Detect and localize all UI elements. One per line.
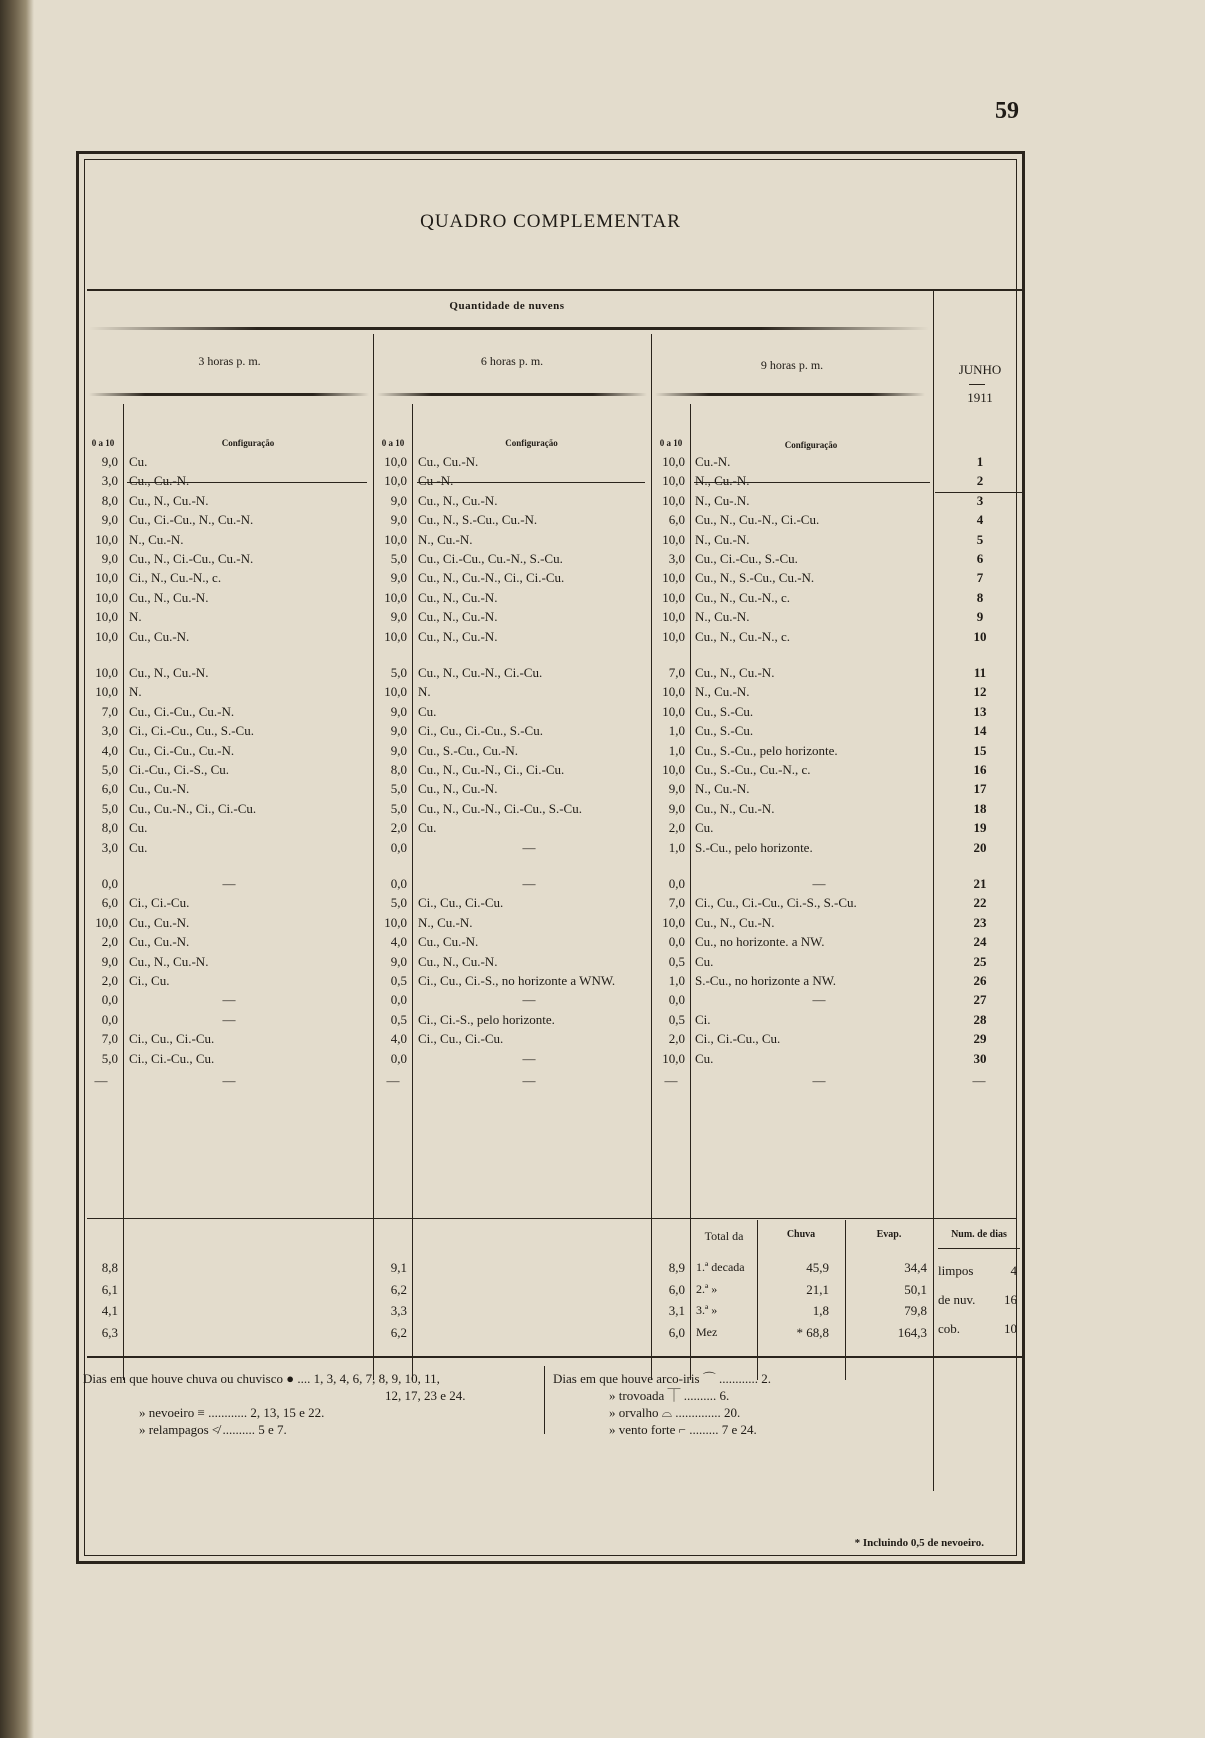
cloud-amount-6pm: 8,0: [390, 762, 407, 777]
cloud-amount-6pm: 10,0: [384, 454, 407, 469]
day-number: 26: [973, 973, 987, 988]
cloud-amount-3pm: 3,0: [101, 839, 118, 855]
cloud-config-6pm: Cu.: [418, 820, 437, 836]
empty-row-dash: —: [94, 1073, 108, 1088]
cloud-amount-9pm: 10,0: [662, 473, 685, 489]
cloud-config-3pm: N., Cu.-N.: [129, 531, 184, 547]
cloud-config-6pm: Ci., Cu., Ci.-Cu.: [418, 895, 504, 911]
mean-9pm: 6,0: [668, 1324, 685, 1340]
month-rule: [969, 384, 985, 385]
cloud-config-9pm: N., Cu.-N.: [695, 781, 750, 797]
cloud-config-9pm: Cu., N., Cu.-N., c.: [695, 628, 790, 644]
cloud-amount-3pm: 7,0: [101, 703, 118, 719]
cloud-amount-3pm: 3,0: [101, 473, 118, 489]
empty-row-dash: —: [972, 1073, 986, 1088]
day-number: 3: [976, 492, 984, 508]
cloud-config-3pm: Cu., Cu.-N.: [129, 473, 190, 489]
empty-row-dash: —: [522, 1073, 536, 1088]
day-number: 20: [973, 839, 987, 855]
cloud-amount-6pm: 9,0: [390, 742, 407, 758]
cloud-config-3pm: Ci.-Cu., Ci.-S., Cu.: [129, 762, 230, 777]
cloud-amount-6pm: 5,0: [390, 781, 407, 797]
day-number: 19: [973, 820, 987, 836]
cloud-amount-3pm: 8,0: [101, 820, 118, 836]
day-number: 29: [973, 1031, 987, 1047]
mean-6pm: 6,2: [390, 1281, 407, 1297]
cloud-config-3pm: Ci., Ci.-Cu.: [129, 895, 190, 911]
evap-value: 50,1: [904, 1281, 927, 1297]
cloud-config-3pm: Cu., N., Cu.-N.: [129, 492, 209, 508]
cloud-config-9pm: Cu., S.-Cu., Cu.-N., c.: [695, 762, 811, 777]
cloud-amount-9pm: 6,0: [668, 512, 685, 528]
cloud-config-9pm: Cu., S.-Cu., pelo horizonte.: [695, 742, 838, 758]
cloud-config-9pm: Cu., N., Cu.-N., Ci.-Cu.: [695, 512, 820, 528]
col-divider-3pm: [123, 404, 124, 1380]
cloud-amount-9pm: 1,0: [668, 723, 685, 739]
time-rule-3pm: [89, 393, 369, 396]
day-number: 13: [973, 703, 987, 719]
time-header-6pm: 6 horas p. m.: [480, 354, 544, 368]
cloud-config-3pm: —: [222, 992, 236, 1008]
cloud-config-6pm: Cu., N., Cu.-N.: [418, 609, 498, 625]
cloud-amount-3pm: 2,0: [101, 973, 118, 988]
cloud-config-3pm: Cu., Ci.-Cu., Cu.-N.: [129, 703, 235, 719]
mean-6pm: 9,1: [390, 1260, 407, 1275]
cloud-config-6pm: Ci., Cu., Ci.-S., no horizonte a WNW.: [418, 973, 616, 988]
cloud-amount-9pm: 10,0: [662, 492, 685, 508]
chuva-value: * 68,8: [796, 1324, 829, 1340]
cloud-amount-6pm: 0,5: [390, 973, 407, 988]
time-header-3pm: 3 horas p. m.: [198, 354, 261, 368]
cloud-config-6pm: Cu., N., Cu.-N.: [418, 492, 498, 508]
cloud-amount-9pm: 0,0: [668, 876, 685, 891]
cloud-amount-9pm: 7,0: [668, 895, 685, 911]
cloud-config-9pm: Cu., Ci.-Cu., S.-Cu.: [695, 551, 798, 566]
cloud-config-3pm: Cu., Ci.-Cu., Cu.-N.: [129, 742, 235, 758]
cloud-config-3pm: Cu., Ci.-Cu., N., Cu.-N.: [129, 512, 254, 528]
page-number: 59: [995, 98, 1019, 124]
day-number: 18: [973, 800, 987, 816]
cloud-amount-3pm: 6,0: [101, 781, 118, 797]
cloud-config-9pm: Cu., S.-Cu.: [695, 703, 754, 719]
cloud-config-6pm: Cu., S.-Cu., Cu.-N.: [418, 742, 519, 758]
cloud-config-6pm: Ci., Ci.-S., pelo horizonte.: [418, 1011, 555, 1027]
evap-header: Evap.: [876, 1229, 902, 1240]
day-number: 1: [976, 454, 984, 469]
cloud-amount-9pm: 10,0: [662, 762, 685, 777]
cloud-config-9pm: —: [812, 876, 826, 891]
cloud-config-6pm: Cu., N., Cu.-N.: [418, 953, 498, 969]
cloud-config-3pm: Ci., Cu.: [129, 973, 170, 988]
cloud-amount-9pm: 10,0: [662, 703, 685, 719]
cloud-config-9pm: —: [812, 992, 826, 1008]
day-number: 15: [973, 742, 987, 758]
cloud-amount-6pm: 0,0: [390, 839, 407, 855]
cloud-amount-6pm: 9,0: [390, 570, 407, 586]
mean-6pm: 3,3: [390, 1303, 407, 1318]
page-title: QUADRO COMPLEMENTAR: [420, 211, 681, 232]
day-number: 5: [976, 531, 984, 547]
cloud-amount-9pm: 1,0: [668, 973, 685, 988]
totals-rule-top: [87, 1218, 1017, 1219]
cloud-config-3pm: Cu., Cu.-N.: [129, 934, 190, 950]
period-label: 1.ª decada: [696, 1260, 745, 1274]
cloud-config-6pm: Cu., Cu.-N.: [418, 454, 479, 469]
cloud-config-6pm: Cu., N., Cu.-N., Ci.-Cu.: [418, 665, 543, 680]
time-header-9pm: 9 horas p. m.: [760, 358, 824, 372]
empty-row-dash: —: [386, 1073, 400, 1088]
cloud-amount-3pm: 5,0: [101, 800, 118, 816]
mean-3pm: 8,8: [101, 1260, 118, 1275]
config-header-3pm: Configuração: [221, 438, 275, 448]
cloud-config-9pm: N., Cu.-N.: [695, 531, 750, 547]
num-dias-label: cob.: [938, 1321, 961, 1336]
cloud-amount-6pm: 9,0: [390, 953, 407, 969]
day-number: 17: [973, 781, 987, 797]
day-number: 7: [976, 570, 984, 586]
cloud-amount-9pm: 2,0: [668, 820, 685, 836]
cloud-amount-9pm: 1,0: [668, 742, 685, 758]
cloud-amount-6pm: 9,0: [390, 723, 407, 739]
cloud-amount-9pm: 10,0: [662, 914, 685, 930]
cloud-config-6pm: Cu.: [418, 703, 437, 719]
cloud-config-9pm: Cu.: [695, 953, 714, 969]
cloud-amount-9pm: 10,0: [662, 531, 685, 547]
cloud-config-6pm: —: [522, 876, 536, 891]
cloud-config-6pm: Cu., Ci.-Cu., Cu.-N., S.-Cu.: [418, 551, 563, 566]
col-divider-6pm: [412, 404, 413, 1380]
cloud-config-9pm: N., Cu-.N.: [695, 492, 750, 508]
empty-row-dash: —: [812, 1073, 826, 1088]
cloud-amount-9pm: 10,0: [662, 454, 685, 469]
cloud-config-6pm: Cu., Cu.-N.: [418, 934, 479, 950]
cloud-config-6pm: Cu., N., S.-Cu., Cu.-N.: [418, 512, 538, 528]
cloud-amount-3pm: 9,0: [101, 551, 118, 566]
cloud-amount-3pm: 9,0: [101, 454, 118, 469]
year-label: 1911: [967, 390, 993, 405]
cloud-config-3pm: Cu.: [129, 839, 148, 855]
legend-nevoeiro: » nevoeiro ≡ ............ 2, 13, 15 e 22.: [139, 1405, 325, 1420]
cloud-amount-6pm: 10,0: [384, 628, 407, 644]
cloud-amount-9pm: 10,0: [662, 609, 685, 625]
cloud-config-6pm: —: [522, 992, 536, 1008]
cloud-amount-6pm: 0,0: [390, 876, 407, 891]
cloud-config-9pm: S.-Cu., no horizonte a NW.: [695, 973, 837, 988]
cloud-amount-6pm: 5,0: [390, 895, 407, 911]
cloud-amount-3pm: 10,0: [95, 570, 118, 586]
mean-9pm: 6,0: [668, 1281, 685, 1297]
cloud-amount-9pm: 3,0: [668, 551, 685, 566]
group-header: Quantidade de nuvens: [449, 300, 565, 312]
legend-chuva: Dias em que houve chuva ou chuvisco ● .... 1, 3, 4, 6, 7, 8, 9, 10, 11,: [83, 1371, 440, 1386]
cloud-amount-9pm: 7,0: [668, 665, 685, 680]
cloud-amount-6pm: 9,0: [390, 512, 407, 528]
day-number: 12: [973, 684, 987, 700]
period-label: 2.ª »: [696, 1281, 718, 1296]
month-column-divider: [933, 291, 934, 1491]
num-dias-label: de nuv.: [938, 1292, 976, 1307]
cloud-amount-6pm: 4,0: [390, 934, 407, 950]
mean-3pm: 6,3: [101, 1324, 118, 1340]
cloud-config-6pm: Cu., N., Cu.-N., Ci., Ci.-Cu.: [418, 762, 565, 777]
cloud-amount-9pm: 10,0: [662, 684, 685, 700]
cloud-amount-3pm: 10,0: [95, 684, 118, 700]
cloud-config-9pm: S.-Cu., pelo horizonte.: [695, 839, 813, 855]
cloud-config-9pm: N., Cu.-N.: [695, 684, 750, 700]
cloud-config-3pm: Cu.: [129, 820, 148, 836]
cloud-amount-6pm: 5,0: [390, 665, 407, 680]
cloud-amount-9pm: 10,0: [662, 1050, 685, 1066]
cloud-amount-9pm: 0,5: [668, 953, 685, 969]
cloud-config-6pm: Cu., N., Cu.-N.: [418, 781, 498, 797]
cloud-amount-6pm: 0,5: [390, 1011, 407, 1027]
num-dias-value: 4: [1010, 1263, 1017, 1278]
cloud-amount-6pm: 10,0: [384, 589, 407, 605]
day-number: 9: [976, 609, 984, 625]
cloud-config-6pm: Cu., N., Cu.-N., Ci., Ci.-Cu.: [418, 570, 565, 586]
num-dias-value: 10: [1004, 1321, 1017, 1336]
cloud-config-6pm: Ci., Cu., Ci.-Cu., S.-Cu.: [418, 723, 543, 739]
num-dias-rule: [938, 1248, 1020, 1249]
cloud-config-3pm: Cu.: [129, 454, 148, 469]
cloud-config-3pm: Cu., N., Cu.-N.: [129, 665, 209, 680]
mean-3pm: 4,1: [101, 1303, 118, 1318]
cloud-amount-6pm: 9,0: [390, 703, 407, 719]
cloud-config-3pm: Ci., Cu., Ci.-Cu.: [129, 1031, 215, 1047]
day-number: 11: [973, 665, 987, 680]
cloud-amount-6pm: 0,0: [390, 1050, 407, 1066]
footnote: * Incluindo 0,5 de nevoeiro.: [854, 1537, 984, 1549]
cloud-amount-3pm: 8,0: [101, 492, 118, 508]
cloud-config-3pm: Cu., N., Cu.-N.: [129, 589, 209, 605]
cloud-config-6pm: Cu -N.: [418, 473, 454, 489]
cloud-amount-6pm: 2,0: [390, 820, 407, 836]
table-frame: [76, 151, 1025, 1564]
day-number: 10: [973, 628, 987, 644]
period-label: Mez: [696, 1324, 718, 1339]
cloud-config-9pm: N., Cu.-N.: [695, 609, 750, 625]
cloud-config-6pm: Ci., Cu., Ci.-Cu.: [418, 1031, 504, 1047]
cloud-config-6pm: Cu., N., Cu.-N.: [418, 628, 498, 644]
cloud-config-9pm: N., Cu.-N.: [695, 473, 750, 489]
title-rule: [87, 289, 1022, 291]
cloud-amount-6pm: 5,0: [390, 551, 407, 566]
time-rule-9pm: [655, 393, 925, 396]
cloud-config-9pm: Cu., N., Cu.-N.: [695, 665, 775, 680]
chuva-header: Chuva: [786, 1229, 816, 1240]
cloud-config-3pm: Cu., N., Cu.-N.: [129, 953, 209, 969]
day-number: 28: [973, 1011, 987, 1027]
evap-value: 79,8: [904, 1303, 927, 1318]
day-number: 30: [973, 1050, 987, 1066]
evap-value: 164,3: [897, 1324, 927, 1340]
chuva-value: 1,8: [812, 1303, 829, 1318]
totals-rule-bottom: [87, 1356, 1022, 1358]
legend-right-item: » vento forte ⌐ ......... 7 e 24.: [609, 1422, 757, 1437]
num-dias-value: 16: [1004, 1292, 1017, 1307]
cloud-config-3pm: Ci., Ci.-Cu., Cu., S.-Cu.: [129, 723, 254, 739]
cloud-config-3pm: —: [222, 876, 236, 891]
evap-value: 34,4: [904, 1260, 927, 1275]
day-number: 25: [973, 953, 987, 969]
mean-9pm: 3,1: [668, 1303, 685, 1318]
cloud-config-6pm: N.: [418, 684, 431, 700]
legend-right-item: » trovoada ⏉ .......... 6.: [609, 1388, 730, 1403]
cloud-config-9pm: Cu., N., Cu.-N.: [695, 800, 775, 816]
cloud-amount-9pm: 0,0: [668, 934, 685, 950]
cloud-amount-3pm: 3,0: [101, 723, 118, 739]
scale-header-6pm: 0 a 10: [381, 438, 405, 448]
cloud-amount-3pm: 5,0: [101, 762, 118, 777]
cloud-config-3pm: Cu., Cu.-N.: [129, 628, 190, 644]
cloud-amount-6pm: 10,0: [384, 684, 407, 700]
day-number: 6: [976, 551, 984, 566]
cloud-amount-3pm: 4,0: [101, 742, 118, 758]
empty-row-dash: —: [222, 1073, 236, 1088]
cloud-amount-3pm: 9,0: [101, 953, 118, 969]
mean-9pm: 8,9: [668, 1260, 685, 1275]
cloud-amount-3pm: 10,0: [95, 665, 118, 680]
month-label: JUNHO: [958, 362, 1002, 377]
cloud-config-6pm: N., Cu.-N.: [418, 531, 473, 547]
cloud-config-9pm: Cu., N., S.-Cu., Cu.-N.: [695, 570, 815, 586]
cloud-config-3pm: Cu., N., Ci.-Cu., Cu.-N.: [129, 551, 254, 566]
cloud-amount-9pm: 9,0: [668, 800, 685, 816]
chuva-value: 45,9: [806, 1260, 829, 1275]
cloud-config-9pm: Cu.-N.: [695, 454, 731, 469]
cloud-amount-3pm: 2,0: [101, 934, 118, 950]
cloud-config-6pm: N., Cu.-N.: [418, 914, 473, 930]
legend-relampagos: » relampagos ≮ .......... 5 e 7.: [139, 1422, 287, 1437]
cloud-amount-3pm: 10,0: [95, 609, 118, 625]
day-number: 27: [973, 992, 987, 1008]
legend-divider: [544, 1366, 545, 1434]
cloud-config-3pm: —: [222, 1011, 236, 1027]
cloud-amount-9pm: 9,0: [668, 781, 685, 797]
cloud-amount-3pm: 7,0: [101, 1031, 118, 1047]
cloud-amount-9pm: 10,0: [662, 628, 685, 644]
cloud-config-3pm: N.: [129, 684, 142, 700]
day-number: 24: [973, 934, 987, 950]
time-rule-6pm: [377, 393, 647, 396]
day-number: 8: [976, 589, 984, 605]
cloud-config-3pm: Ci., N., Cu.-N., c.: [129, 570, 222, 586]
cloud-config-9pm: Cu.: [695, 1050, 714, 1066]
cloud-amount-9pm: 0,0: [668, 992, 685, 1008]
cloud-amount-9pm: 1,0: [668, 839, 685, 855]
cloud-amount-3pm: 10,0: [95, 589, 118, 605]
cloud-config-3pm: Cu., Cu.-N.: [129, 781, 190, 797]
mean-3pm: 6,1: [101, 1281, 118, 1297]
legend-chuva-cont: 12, 17, 23 e 24.: [385, 1388, 466, 1403]
book-spine: [0, 0, 34, 1738]
chuva-value: 21,1: [806, 1281, 829, 1297]
mean-6pm: 6,2: [390, 1324, 407, 1340]
cloud-amount-6pm: 9,0: [390, 609, 407, 625]
cloud-amount-3pm: 0,0: [101, 876, 118, 891]
num-dias-label: limpos: [938, 1263, 974, 1278]
scale-header-3pm: 0 a 10: [91, 438, 115, 448]
scale-header-9pm: 0 a 10: [659, 438, 683, 448]
cloud-config-9pm: Cu., S.-Cu.: [695, 723, 754, 739]
group-rule: [89, 327, 929, 330]
cloud-amount-6pm: 5,0: [390, 800, 407, 816]
day-number: 14: [973, 723, 987, 739]
cloud-amount-9pm: 2,0: [668, 1031, 685, 1047]
cloud-config-6pm: —: [522, 839, 536, 855]
cloud-amount-6pm: 4,0: [390, 1031, 407, 1047]
config-header-9pm: Configuração: [784, 440, 838, 450]
cloud-config-9pm: Cu., N., Cu.-N.: [695, 914, 775, 930]
day-number: 16: [973, 762, 987, 777]
cloud-config-3pm: Ci., Ci.-Cu., Cu.: [129, 1050, 215, 1066]
cloud-config-9pm: Ci., Cu., Ci.-Cu., Ci.-S., S.-Cu.: [695, 895, 857, 911]
cloud-amount-3pm: 0,0: [101, 1011, 118, 1027]
totals-label-header: Total da: [704, 1229, 744, 1243]
cloud-amount-6pm: 10,0: [384, 531, 407, 547]
cloud-amount-6pm: 9,0: [390, 492, 407, 508]
cloud-config-3pm: Cu., Cu.-N.: [129, 914, 190, 930]
empty-row-dash: —: [664, 1073, 678, 1088]
cloud-amount-3pm: 10,0: [95, 914, 118, 930]
cloud-amount-3pm: 0,0: [101, 992, 118, 1008]
config-header-6pm: Configuração: [505, 438, 558, 448]
cloud-amount-3pm: 9,0: [101, 512, 118, 528]
cloud-amount-6pm: 0,0: [390, 992, 407, 1008]
cloud-config-3pm: N.: [129, 609, 142, 625]
day-number: 21: [973, 876, 987, 891]
cloud-amount-9pm: 0,5: [668, 1011, 685, 1027]
cloud-amount-9pm: 10,0: [662, 570, 685, 586]
cloud-amount-3pm: 5,0: [101, 1050, 118, 1066]
cloud-config-9pm: Ci., Ci.-Cu., Cu.: [695, 1031, 781, 1047]
cloud-amount-6pm: 10,0: [384, 473, 407, 489]
day-number: 4: [976, 512, 984, 528]
cloud-config-6pm: Cu., N., Cu.-N.: [418, 589, 498, 605]
cloud-config-6pm: Cu., N., Cu.-N., Ci.-Cu., S.-Cu.: [418, 800, 582, 816]
cloud-config-9pm: Cu., no horizonte. a NW.: [695, 934, 825, 950]
cloud-config-6pm: —: [522, 1050, 536, 1066]
legend-right-item: Dias em que houve arco-iris ⌒ ............ 2.: [553, 1371, 772, 1386]
cloud-config-9pm: Ci.: [695, 1011, 711, 1027]
cloud-amount-3pm: 6,0: [101, 895, 118, 911]
day-number: 22: [973, 895, 987, 911]
day-number: 23: [973, 914, 987, 930]
period-label: 3.ª »: [696, 1303, 718, 1317]
cloud-config-9pm: Cu., N., Cu.-N., c.: [695, 589, 790, 605]
legend-right-item: » orvalho ⌓ .............. 20.: [609, 1405, 741, 1420]
cloud-amount-9pm: 10,0: [662, 589, 685, 605]
cloud-amount-3pm: 10,0: [95, 531, 118, 547]
day-number: 2: [976, 473, 984, 489]
cloud-config-9pm: Cu.: [695, 820, 714, 836]
cloud-amount-6pm: 10,0: [384, 914, 407, 930]
cloud-config-3pm: Cu., Cu.-N., Ci., Ci.-Cu.: [129, 800, 257, 816]
num-dias-header: Num. de dias: [951, 1229, 1007, 1240]
cloud-amount-3pm: 10,0: [95, 628, 118, 644]
